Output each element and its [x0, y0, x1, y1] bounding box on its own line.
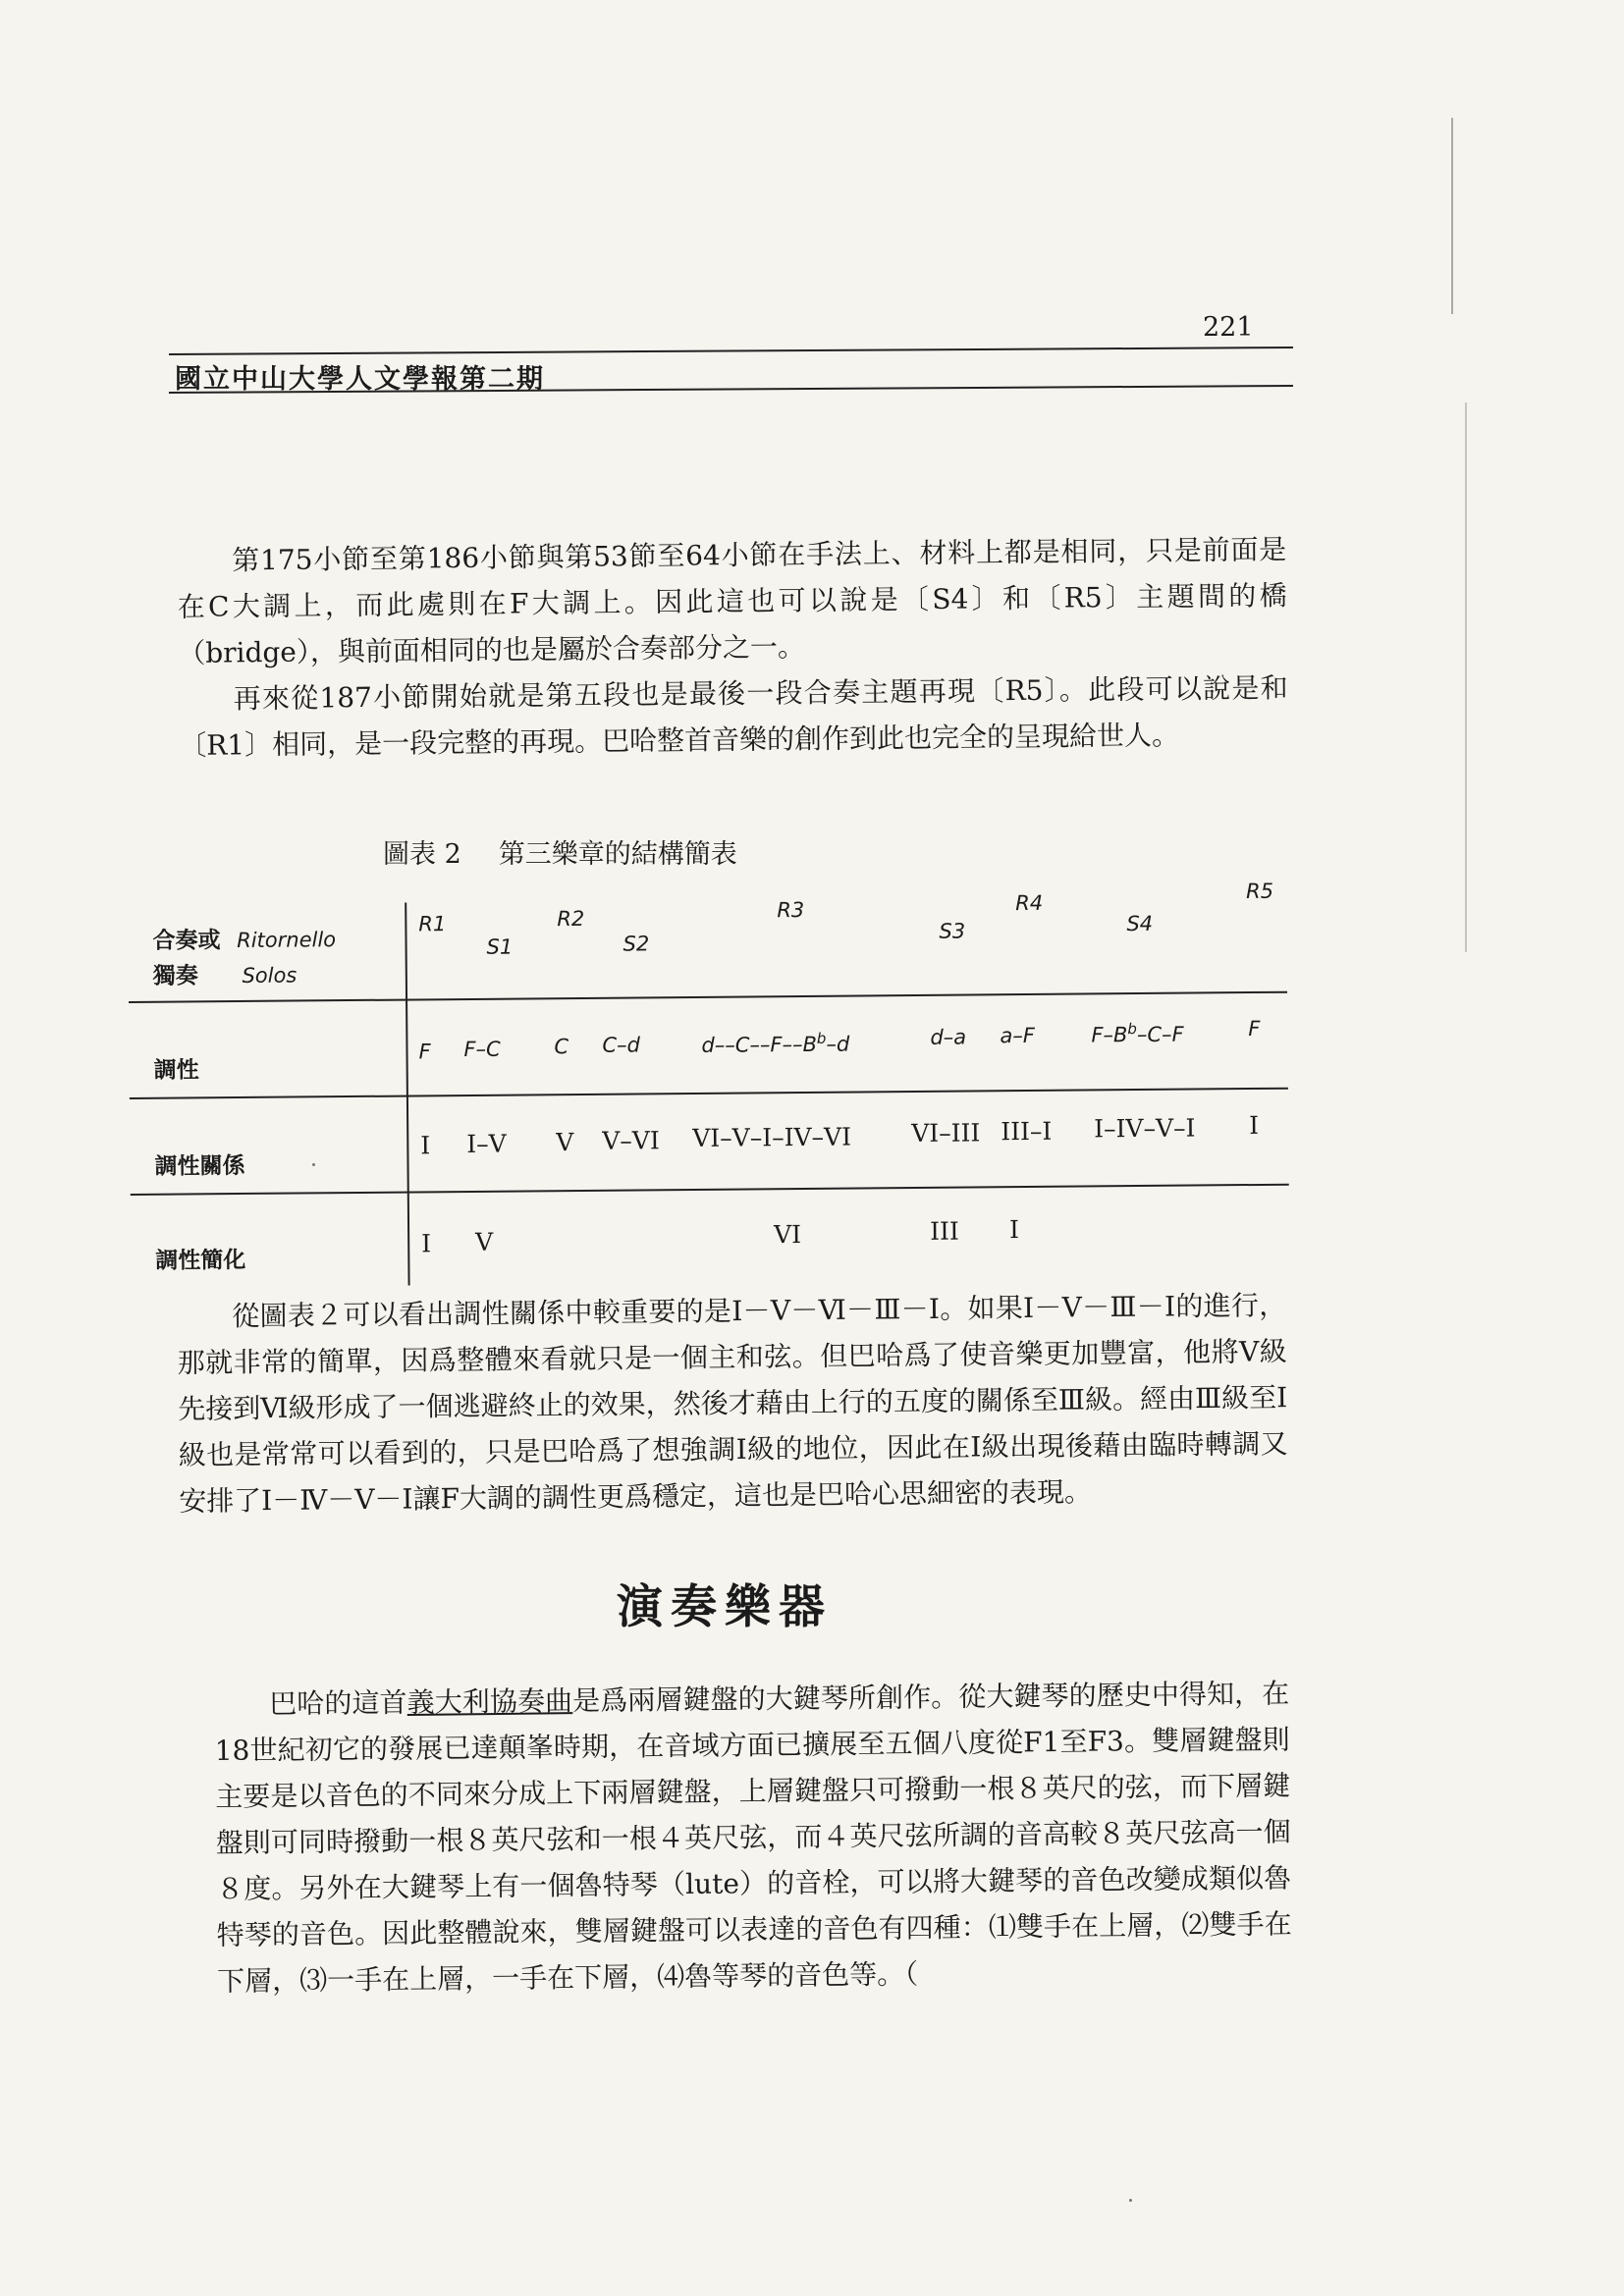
section-cell: S2 [623, 932, 650, 956]
scan-speck [1129, 2199, 1132, 2202]
scan-edge-line [1451, 118, 1453, 314]
paragraph: 從圖表２可以看出調性關係中較重要的是Ⅰ－Ⅴ－Ⅵ－Ⅲ－Ⅰ。如果Ⅰ－Ⅴ－Ⅲ－Ⅰ的進行，那就非常的簡單，因爲整體來看就只是一個主和弦。但巴哈爲了使音樂更加豐富，他將Ⅴ級先接到Ⅵ級形成了一個逃避終止的效果，然後才藉由上行的五度的關係至Ⅲ級。經由Ⅲ級至Ⅰ級也是常常可以看到的，只是巴哈爲了想強調Ⅰ級的地位，因此在Ⅰ級出現後藉由臨時轉調又安排了Ⅰ－Ⅳ－Ⅴ－Ⅰ讓F大調的調性更爲穩定，這也是巴哈心思細密的表現。 [177, 1289, 1288, 1518]
key-cell: $d--C--F--B^b-d$ [701, 1029, 850, 1057]
section-cell: S1 [486, 934, 514, 959]
relation-cell: I–V [466, 1129, 507, 1158]
key-cell: C [554, 1035, 569, 1059]
section-cell: R5 [1246, 879, 1274, 904]
section-heading: 演奏樂器 [617, 1580, 833, 1634]
relation-cell: I [1249, 1110, 1260, 1141]
key-cell: F [1248, 1016, 1261, 1041]
relation-cell: III–I [1001, 1116, 1053, 1147]
relation-cell: V–VI [602, 1126, 660, 1155]
header-rule [169, 347, 1293, 355]
relation-cell: I [420, 1131, 431, 1160]
section-cell: R1 [418, 912, 447, 936]
simplified-cell: I [421, 1229, 432, 1258]
table-rule [131, 1184, 1289, 1196]
body-text-bottom [214, 1671, 1292, 2004]
row-label-solo: 獨奏 Solos [152, 962, 298, 989]
relation-cell: I–IV–V–I [1094, 1113, 1196, 1144]
key-cell: d–a [930, 1025, 967, 1049]
figure-title: 第三樂章的結構簡表 [498, 839, 737, 870]
table-rule [129, 991, 1287, 1003]
section-cell: S3 [939, 919, 966, 943]
key-cell: F–C [463, 1037, 501, 1062]
row-label-key: 調性 [153, 1056, 199, 1084]
body-text-middle [177, 1282, 1288, 1524]
scan-edge-line [1465, 402, 1467, 952]
key-cell: F [418, 1040, 431, 1064]
paragraph: 巴哈的這首義大利協奏曲是爲兩層鍵盤的大鍵琴所創作。從大鍵琴的歷史中得知，在18世紀初它的發展已達顛峯時期，在音域方面已擴展至五個八度從F1至F3。雙層鍵盤則主要是以音色的不同來分成上下兩層鍵盤，上層鍵盤只可撥動一根８英尺的弦，而下層鍵盤則可同時撥動一根８英尺弦和一根４英尺弦，而４英尺弦所調的音高較８英尺弦高一個８度。另外在大鍵琴上有一個魯特琴（lute）的音栓，可以將大鍵琴的音色改變成類似魯特琴的音色。因此整體說來，雙層鍵盤可以表達的音色有四種：⑴雙手在上層，⑵雙手在下層，⑶一手在上層，一手在下層，⑷魯等琴的音色等。（ [214, 1677, 1292, 1998]
section-cell: R4 [1015, 890, 1044, 916]
relation-cell: VI–V–I–IV–VI [692, 1122, 852, 1152]
section-cell: R3 [777, 897, 805, 923]
page-number: 221 [1203, 312, 1254, 343]
row-label-ensemble: 合奏或 Ritornello [152, 927, 337, 954]
journal-title: 國立中山大學人文學報第二期 [175, 364, 545, 395]
key-cell: a–F [1000, 1023, 1035, 1048]
simplified-cell: V [475, 1227, 494, 1256]
simplified-cell: I [1008, 1215, 1020, 1245]
relation-cell: V [556, 1128, 574, 1157]
row-label-key-relations: 調性關係 [154, 1151, 245, 1180]
simplified-cell: VI [774, 1220, 802, 1250]
paragraph: 再來從187小節開始就是第五段也是最後一段合奏主題再現〔R5〕。此段可以說是和〔R1〕相同，是一段完整的再現。巴哈整首音樂的創作到此也完全的呈現給世人。 [179, 671, 1288, 762]
section-cell: S4 [1126, 911, 1154, 936]
structure-table [128, 874, 1290, 1296]
table-rule [130, 1088, 1288, 1099]
figure-label: 圖表 2 [383, 839, 461, 870]
relation-cell: VI–III [911, 1118, 981, 1148]
key-cell: $F-B^b-C-F$ [1091, 1020, 1184, 1047]
figure-caption [383, 832, 737, 871]
row-label-simplified: 調性簡化 [155, 1246, 246, 1274]
paragraph: 第175小節至第186小節與第53節至64小節在手法上、材料上都是相同，只是前面是在C大調上，而此處則在F大調上。因此這也可以說是〔S4〕和〔R5〕主題間的橋（bridge），與前面相同的也是屬於合奏部分之一。 [177, 533, 1287, 669]
body-text-top [177, 526, 1288, 769]
section-cell: R2 [557, 906, 585, 932]
simplified-cell: III [929, 1216, 959, 1246]
key-cell: C–d [602, 1033, 641, 1057]
underlined-work-title: 義大利協奏曲 [406, 1684, 573, 1719]
